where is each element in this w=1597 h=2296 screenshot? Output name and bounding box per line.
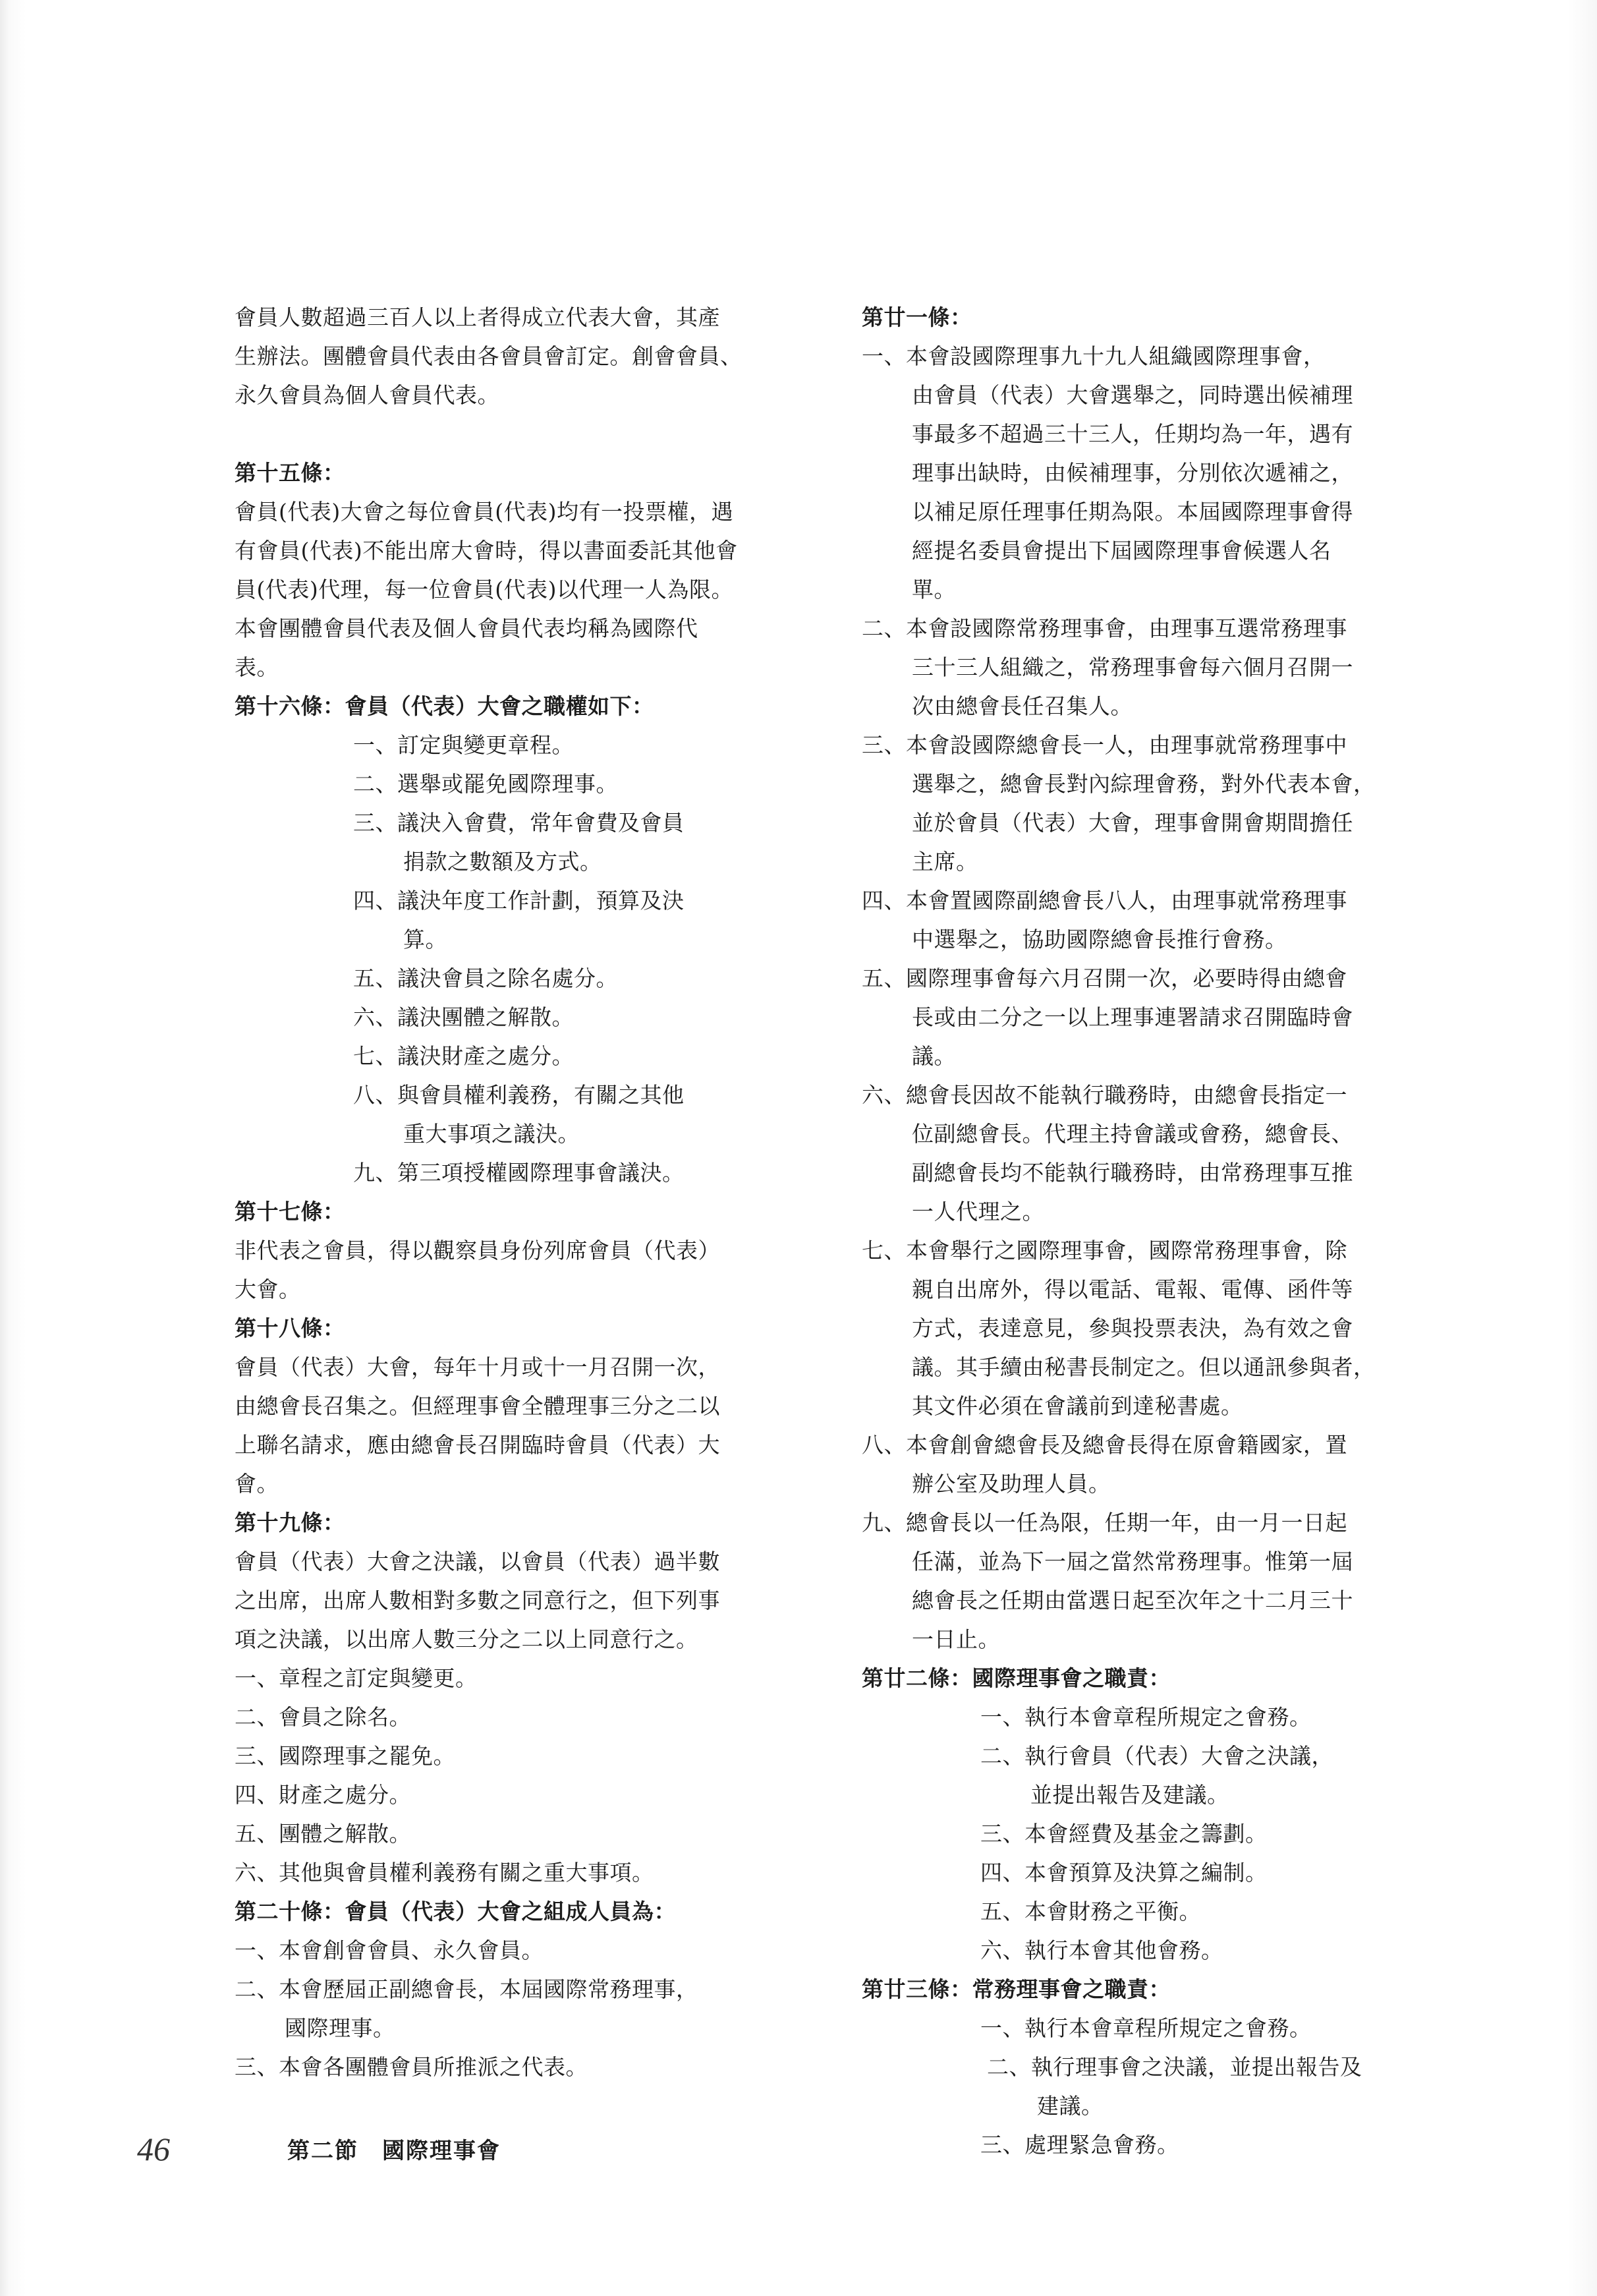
- text-line: 主席。: [912, 849, 978, 875]
- text-line: 方式，表達意見，參與投票表決，為有效之會: [912, 1315, 1353, 1341]
- text-line: 議。其手續由秘書長制定之。但以通訊參與者，: [912, 1354, 1376, 1380]
- text-line: 建議。: [1037, 2093, 1104, 2119]
- text-line: 二、會員之除名。: [235, 1704, 411, 1730]
- left-text-column: [235, 298, 788, 2086]
- text-line: 一、執行本會章程所規定之會務。: [980, 1704, 1312, 1730]
- text-line: 總會長之任期由當選日起至次年之十二月三十: [912, 1588, 1353, 1613]
- text-line: 選舉之，總會長對內綜理會務，對外代表本會，: [912, 771, 1376, 797]
- text-line: 四、本會預算及決算之編制。: [980, 1860, 1268, 1885]
- text-line: 九、總會長以一任為限，任期一年，由一月一日起: [862, 1510, 1347, 1535]
- text-line: 事最多不超過三十三人，任期均為一年，遇有: [912, 421, 1353, 447]
- text-line: 三、本會各團體會員所推派之代表。: [235, 2054, 588, 2080]
- text-line: 會員（代表）大會，每年十月或十一月召開一次，: [235, 1354, 720, 1380]
- text-line: 會。: [235, 1471, 279, 1497]
- article-heading: 第廿一條：: [862, 304, 972, 330]
- text-line: 次由總會長任召集人。: [912, 693, 1133, 719]
- text-line: 九、第三項授權國際理事會議決。: [353, 1160, 685, 1186]
- text-line: 二、本會設國際常務理事會，由理事互選常務理事: [862, 616, 1347, 641]
- article-heading: 第十六條：會員（代表）大會之職權如下：: [235, 693, 654, 719]
- text-line: 二、選舉或罷免國際理事。: [353, 771, 618, 797]
- right-text-column: [862, 298, 1422, 2164]
- article-heading: 第廿二條：國際理事會之職責：: [862, 1665, 1171, 1691]
- text-line: 一、訂定與變更章程。: [353, 732, 574, 758]
- text-line: 會員人數超過三百人以上者得成立代表大會，其產: [235, 304, 720, 330]
- text-line: 本會團體會員代表及個人會員代表均稱為國際代: [235, 616, 698, 641]
- text-line: 單。: [912, 577, 956, 602]
- text-line: 生辦法。團體會員代表由各會員會訂定。創會會員、: [235, 343, 742, 369]
- text-line: 辦公室及助理人員。: [912, 1471, 1111, 1497]
- text-line: 非代表之會員，得以觀察員身份列席會員（代表）: [235, 1238, 720, 1263]
- text-line: 三、本會設國際總會長一人，由理事就常務理事中: [862, 732, 1347, 758]
- text-line: 一、本會創會會員、永久會員。: [235, 1937, 544, 1963]
- text-line: 六、議決團體之解散。: [353, 1004, 574, 1030]
- text-line: 以補足原任理事任期為限。本屆國際理事會得: [912, 499, 1353, 525]
- text-line: 四、財產之處分。: [235, 1782, 411, 1808]
- text-line: 五、國際理事會每六月召開一次，必要時得由總會: [862, 965, 1347, 991]
- text-line: 任滿，並為下一屆之當然常務理事。惟第一屆: [912, 1549, 1353, 1574]
- text-line: 三十三人組織之，常務理事會每六個月召開一: [912, 654, 1353, 680]
- article-heading: 第廿三條：常務理事會之職責：: [862, 1976, 1171, 2002]
- page-number: 46: [137, 2131, 170, 2167]
- text-line: 七、議決財產之處分。: [353, 1043, 574, 1069]
- text-line: 國際理事。: [285, 2015, 395, 2041]
- section-heading: 第二節 國際理事會: [287, 2138, 501, 2164]
- text-line: 五、團體之解散。: [235, 1821, 411, 1847]
- text-line: 理事出缺時，由候補理事，分別依次遞補之，: [912, 460, 1353, 486]
- text-line: 由會員（代表）大會選舉之，同時選出候補理: [912, 382, 1353, 408]
- text-line: 一人代理之。: [912, 1199, 1044, 1224]
- text-line: 經提名委員會提出下屆國際理事會候選人名: [912, 538, 1331, 563]
- text-line: 項之決議，以出席人數三分之二以上同意行之。: [235, 1626, 698, 1652]
- text-line: 並於會員（代表）大會，理事會開會期間擔任: [912, 810, 1353, 836]
- text-line: 之出席，出席人數相對多數之同意行之，但下列事: [235, 1588, 720, 1613]
- text-line: 有會員(代表)不能出席大會時，得以書面委託其他會: [235, 538, 738, 563]
- text-line: 大會。: [235, 1277, 301, 1302]
- text-line: 會員（代表）大會之決議，以會員（代表）過半數: [235, 1549, 720, 1574]
- blank-line: [235, 415, 788, 453]
- text-line: 八、本會創會總會長及總會長得在原會籍國家，置: [862, 1432, 1347, 1458]
- text-line: 由總會長召集之。但經理事會全體理事三分之二以: [235, 1393, 720, 1419]
- text-line: 並提出報告及建議。: [1030, 1782, 1229, 1808]
- text-line: 會員(代表)大會之每位會員(代表)均有一投票權，遇: [235, 499, 733, 525]
- text-line: 二、執行會員（代表）大會之決議，: [980, 1743, 1333, 1769]
- text-line: 四、本會置國際副總會長八人，由理事就常務理事: [862, 888, 1347, 913]
- text-line: 三、本會經費及基金之籌劃。: [980, 1821, 1268, 1847]
- text-line: 位副總會長。代理主持會議或會務，總會長、: [912, 1121, 1353, 1147]
- text-line: 議。: [912, 1043, 956, 1069]
- text-line: 三、議決入會費，常年會費及會員: [353, 810, 685, 836]
- text-line: 捐款之數額及方式。: [403, 849, 602, 875]
- article-heading: 第十八條：: [235, 1315, 345, 1341]
- text-line: 六、執行本會其他會務。: [980, 1937, 1223, 1963]
- text-line: 員(代表)代理，每一位會員(代表)以代理一人為限。: [235, 577, 733, 602]
- article-heading: 第十七條：: [235, 1199, 345, 1224]
- article-heading: 第十五條：: [235, 460, 345, 486]
- text-line: 永久會員為個人會員代表。: [235, 382, 499, 408]
- text-line: 親自出席外，得以電話、電報、電傳、函件等: [912, 1277, 1353, 1302]
- text-line: 一、執行本會章程所規定之會務。: [980, 2015, 1312, 2041]
- article-heading: 第二十條：會員（代表）大會之組成人員為：: [235, 1899, 676, 1924]
- article-heading: 第十九條：: [235, 1510, 345, 1535]
- text-line: 五、議決會員之除名處分。: [353, 965, 618, 991]
- text-line: 三、處理緊急會務。: [980, 2132, 1179, 2158]
- text-line: 六、總會長因故不能執行職務時，由總會長指定一: [862, 1082, 1347, 1108]
- text-line: 上聯名請求，應由總會長召開臨時會員（代表）大: [235, 1432, 720, 1458]
- text-line: 二、本會歷屆正副總會長，本屆國際常務理事，: [235, 1976, 698, 2002]
- text-line: 五、本會財務之平衡。: [980, 1899, 1201, 1924]
- text-line: 重大事項之議決。: [403, 1121, 580, 1147]
- text-line: 一、章程之訂定與變更。: [235, 1665, 478, 1691]
- text-line: 一日止。: [912, 1626, 1000, 1652]
- text-line: 三、國際理事之罷免。: [235, 1743, 455, 1769]
- text-line: 其文件必須在會議前到達秘書處。: [912, 1393, 1243, 1419]
- text-line: 二、執行理事會之決議，並提出報告及: [987, 2054, 1362, 2080]
- text-line: 表。: [235, 654, 279, 680]
- text-line: 算。: [403, 927, 447, 952]
- text-line: 一、本會設國際理事九十九人組織國際理事會，: [862, 343, 1326, 369]
- text-line: 八、與會員權利義務，有關之其他: [353, 1082, 685, 1108]
- text-line: 中選舉之，協助國際總會長推行會務。: [912, 927, 1287, 952]
- text-line: 七、本會舉行之國際理事會，國際常務理事會，除: [862, 1238, 1347, 1263]
- text-line: 四、議決年度工作計劃，預算及決: [353, 888, 685, 913]
- text-line: 六、其他與會員權利義務有關之重大事項。: [235, 1860, 654, 1885]
- text-line: 副總會長均不能執行職務時，由常務理事互推: [912, 1160, 1353, 1186]
- text-line: 長或由二分之一以上理事連署請求召開臨時會: [912, 1004, 1353, 1030]
